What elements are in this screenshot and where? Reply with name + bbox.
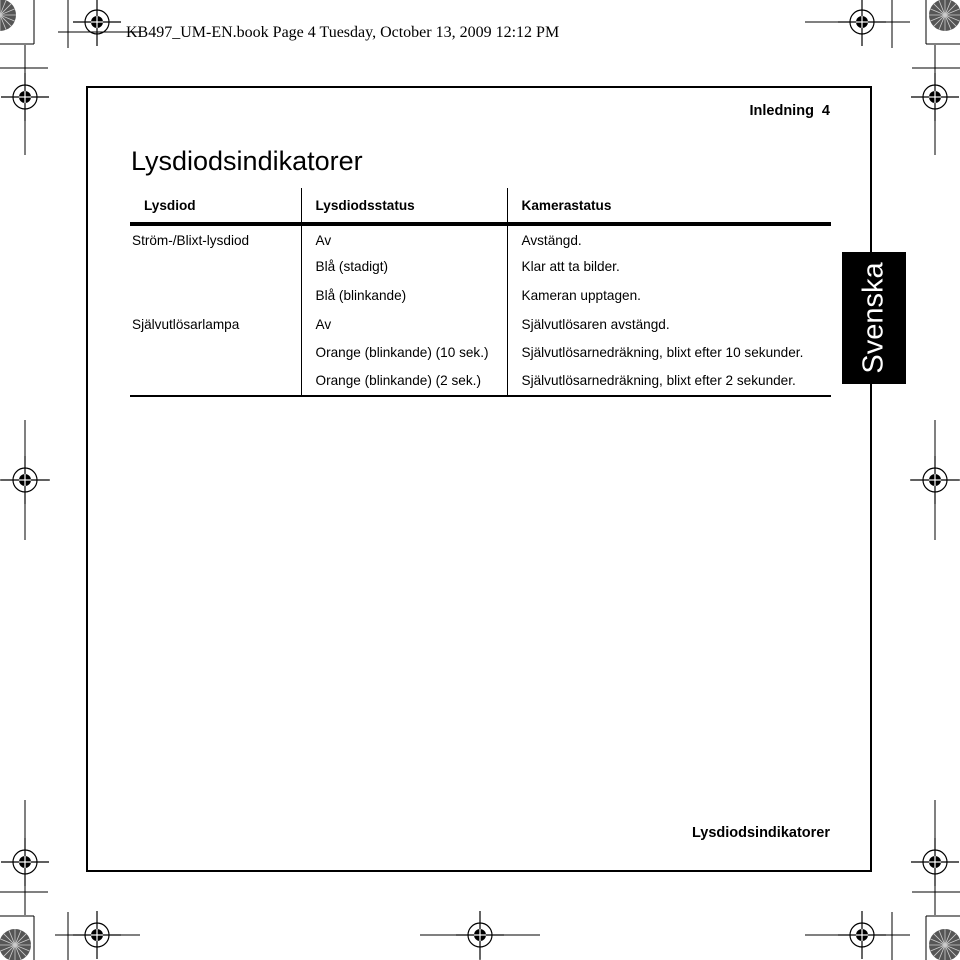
led-status-cell: Av (301, 224, 507, 253)
table-row (130, 281, 831, 310)
language-tab-label: Svenska (857, 262, 890, 374)
camera-status-cell: Kameran upptagen. (507, 281, 831, 310)
led-cell (130, 367, 301, 396)
column-header-led: Lysdiod (130, 188, 301, 224)
camera-status-cell: Självutlösarnedräkning, blixt efter 2 sekunder. (507, 367, 831, 396)
led-cell (130, 253, 301, 282)
section-name: Inledning (749, 103, 814, 119)
table-row (130, 367, 831, 396)
page-number: 4 (821, 103, 830, 119)
led-status-cell: Blå (blinkande) (301, 281, 507, 310)
running-footer: Lysdiodsindikatorer (691, 825, 830, 841)
column-header-led-status: Lysdiodsstatus (301, 188, 507, 224)
table-row (130, 224, 831, 253)
camera-status-cell: Självutlösarnedräkning, blixt efter 10 sekunder. (507, 338, 831, 367)
led-cell (130, 281, 301, 310)
column-header-camera-status: Kamerastatus (507, 188, 831, 224)
camera-status-cell: Självutlösaren avstängd. (507, 310, 831, 339)
running-header (749, 103, 830, 119)
led-status-cell: Orange (blinkande) (2 sek.) (301, 367, 507, 396)
led-cell: Ström-/Blixt-lysdiod (132, 232, 250, 248)
language-tab (842, 252, 906, 384)
led-status-cell: Orange (blinkande) (10 sek.) (301, 338, 507, 367)
led-cell: Självutlösarlampa (132, 316, 240, 332)
print-slug-line: KB497_UM-EN.book Page 4 Tuesday, October 13, 2009 12:12 PM (126, 24, 560, 41)
page-title: Lysdiodsindikatorer (131, 146, 363, 176)
table-header-row (130, 188, 831, 224)
led-status-cell: Blå (stadigt) (301, 253, 507, 282)
table-row (130, 338, 831, 367)
camera-status-cell: Klar att ta bilder. (507, 253, 831, 282)
led-indicator-table (130, 188, 831, 397)
led-cell (130, 338, 301, 367)
camera-status-cell: Avstängd. (507, 224, 831, 253)
table-row (130, 253, 831, 282)
led-status-cell: Av (301, 310, 507, 339)
table-row (130, 310, 831, 339)
